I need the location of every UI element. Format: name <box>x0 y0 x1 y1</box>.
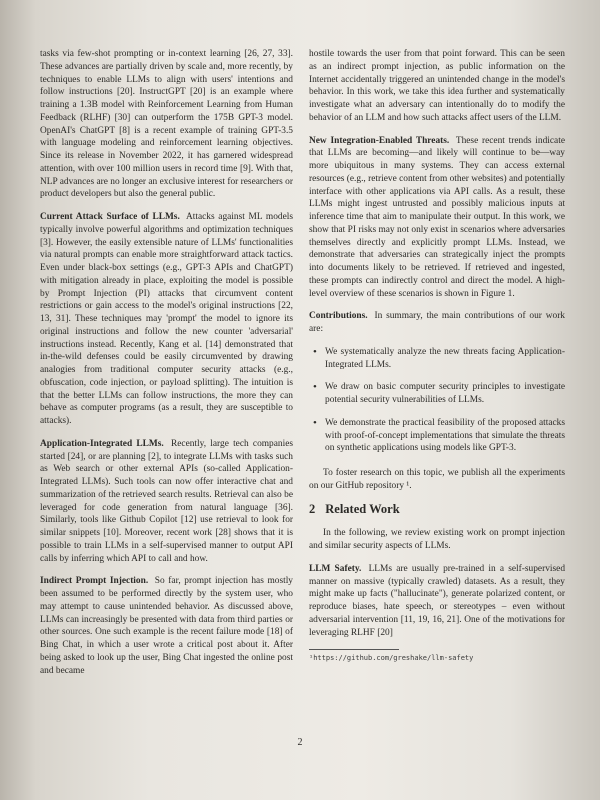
research-note: To foster research on this topic, we publish all the experiments on our GitHub repository ¹. <box>309 468 565 491</box>
contribution-item: • We demonstrate the practical feasibility of the proposed attacks with proof-of-concept implementations that simulate the threats on synthetic applications using models like GPT-3. <box>325 417 565 455</box>
section-intro: In the following, we review existing work on prompt injection and similar security aspects of LLMs. <box>309 528 565 551</box>
attack-surface-paragraph <box>40 211 293 428</box>
right-column <box>309 48 565 663</box>
left-column <box>40 48 293 687</box>
app-integrated-text: Recently, large tech companies started [24], or are planning [2], to integrate LLMs with tasks such as Web search or other external APIs (so-called Application-Integrated LLMs). Such tools can now offer interactive chat and summarization of the retrieved search results. Retrieval can also be leveraged for code generation from natural language [36]. Similarly, tools like Github Copilot [12] use retrieval to look for similar snippets [10]. Moreover, recent work [28] shows that it is possible to train LLMs in a self-supervised manner to output API calls by inferring which API to call and how. <box>40 438 294 564</box>
threats-heading: New Integration-Enabled Threats. <box>309 135 450 146</box>
attack-surface-text: Attacks against ML models typically involve powerful algorithms and optimization techniques [3]. However, the easily extensible nature of LLMs' functionalities via natural prompts can enable more straightforward attack tactics. Even under black-box settings (e.g., GPT-3 APIs and ChatGPT) with mitigation already in place, exploiting the model is possible by Prompt Injection (PI) attacks that circumvent content restrictions or gain access to the model's original instructions [22, 13, 31]. These techniques may 'prompt' the model to ignore its original instructions and follow the new counter 'adversarial' instructions instead. Recently, Kang et al. [14] demonstrated that in-the-wild defenses could be easily circumvented by drawing analogies from traditional computer security attacks (e.g., obfuscation, code injection, or payload splitting). The intuition is that the better LLMs can follow instructions, the more they can behave as computer programs (as a result, they are susceptible to attacks). <box>40 212 293 426</box>
section-number: 2 <box>309 501 316 516</box>
page-number: 2 <box>297 737 303 748</box>
footnote-divider <box>309 649 399 650</box>
attack-surface-heading: Current Attack Surface of LLMs. <box>40 212 180 222</box>
indirect-injection-heading: Indirect Prompt Injection. <box>40 576 149 587</box>
app-integrated-paragraph <box>40 438 293 566</box>
contributions-text: In summary, the main contributions of our work are: <box>309 311 565 334</box>
section-heading <box>309 503 565 516</box>
llm-safety-heading: LLM Safety. <box>309 563 362 574</box>
intro-paragraph: tasks via few-shot prompting or in-context learning [26, 27, 33]. These advances are partially driven by scale and, more recently, by techniques to enable LLMs to align with users' intentions and follow instructions [20]. InstructGPT [20] is an example where training a 1.3B model with Reinforcement Learning from Human Feedback (RLHF) [30] can outperform the 175B GPT-3 model. OpenAI's ChatGPT [8] is a recent example of training GPT-3.5 with language modeling and reinforcement learning objectives. Since its release in November 2022, it has garnered widespread attention, with over 100 million users in record time [9]. With that, NLP advances are no longer an exclusive interest for researchers or product developers but also the general public. <box>40 49 293 200</box>
llm-safety-paragraph <box>309 563 565 640</box>
threats-text: These recent trends indicate that LLMs are becoming—and likely will continue to be—way more ubiquitous in many systems. They can access external resources (e.g., retrieve content from other websites) and potentially interface with other applications via API calls. As a result, these LLMs might ingest untrusted and possibly malicious inputs at inference time that aim to manipulate their output. In this work, we show that PI risks may not only exist in scenarios where adversaries themselves directly and explicitly prompt LLMs. Instead, we demonstrate that adversaries can strategically inject the prompts into documents likely to be retrieved. If retrieved and ingested, these prompts can indirectly control and direct the model. A high-level overview of these scenarios is shown in Figure 1. <box>309 135 565 299</box>
contribution-item: • We draw on basic computer security principles to investigate potential security vulnerabilities of LLMs. <box>325 381 565 407</box>
contributions-list <box>309 346 565 455</box>
contributions-paragraph <box>309 310 565 336</box>
contribution-item: • We systematically analyze the new threats facing Application-Integrated LLMs. <box>325 346 565 372</box>
footnote: ¹https://github.com/greshake/llm-safety <box>309 654 474 663</box>
llm-safety-text: LLMs are usually pre-trained in a self-supervised manner on massive (typically crawled) datasets. As a result, they might make up facts ("hallucinate"), generate polarized content, or reproduce biases, hate speech, or stereotypes – even without adversarial intervention [11, 19, 16, 21]. One of the motivations for leveraging RLHF [20] <box>309 563 566 638</box>
contributions-heading: Contributions. <box>309 311 368 322</box>
app-integrated-heading: Application-Integrated LLMs. <box>40 438 164 449</box>
threats-paragraph <box>309 135 565 301</box>
section-title: Related Work <box>325 501 400 516</box>
indirect-injection-paragraph <box>40 575 293 677</box>
indirect-injection-text: So far, prompt injection has mostly been assumed to be performed directly by the system user, who may attempt to cause unintended behavior. As discussed above, LLMs can increasingly be presented with data from third parties or other sources. One such example is the recent failure mode [18] of Bing Chat, in which a user wrote a critical post about it. After being asked to look up the user, Bing Chat ingested the online post and became <box>40 576 293 676</box>
continuation-paragraph: hostile towards the user from that point forward. This can be seen as an indirect prompt injection, as public information on the Internet accidentally triggered an unintended change in the model's behavior. In this work, we take this idea further and systematically investigate what an adversary can intentionally do to modify the behavior of an LLM and how such attacks affect users of the LLM. <box>309 49 565 123</box>
